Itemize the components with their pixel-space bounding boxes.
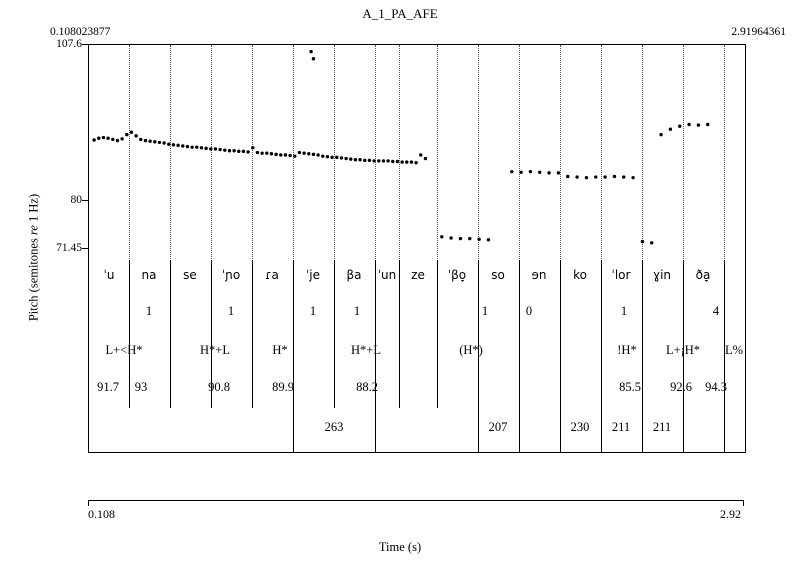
tone-cell: L% <box>724 343 744 357</box>
phone-cell: so <box>491 268 505 282</box>
tone-cell: H* <box>272 343 288 357</box>
phone-cell: ɘn <box>531 268 547 282</box>
phone-cell: ˈɲo <box>221 268 241 282</box>
tone-cell: H*+L <box>351 343 381 357</box>
y-tick-mid: 80 <box>70 194 82 206</box>
duration-cell: 211 <box>611 420 631 434</box>
x-axis-tick-right <box>743 500 744 506</box>
y-axis-label-post: 1 Hz) <box>26 193 41 226</box>
semitone-value-tier[interactable] <box>88 372 746 409</box>
break-index-cell: 1 <box>481 304 489 318</box>
tone-cell: L+¡H* <box>665 343 701 357</box>
phone-cell: ko <box>573 268 587 282</box>
semitone-value-cell: 91.7 <box>97 380 119 394</box>
tone-cell: H*+L <box>200 343 230 357</box>
phone-tier[interactable] <box>88 260 746 297</box>
x-axis-line <box>88 500 744 501</box>
phone-cell: ˈje <box>305 268 321 282</box>
break-index-cell: 1 <box>353 304 361 318</box>
semitone-value-cell: 93 <box>134 380 148 394</box>
phone-cell: ɾa <box>265 268 279 282</box>
break-index-cell: 1 <box>227 304 235 318</box>
x-axis-label: Time (s) <box>378 540 422 554</box>
page-title: A_1_PA_AFE <box>362 6 438 21</box>
break-index-cell: 0 <box>525 304 533 318</box>
pitch-contour <box>89 45 745 261</box>
break-index-cell: 1 <box>145 304 153 318</box>
pitch-plot[interactable] <box>88 44 746 262</box>
phone-cell: ˈu <box>103 268 115 282</box>
y-tick-bottom: 71.45 <box>56 242 82 254</box>
tone-cell: (H*) <box>459 343 483 357</box>
duration-tier[interactable] <box>88 408 746 453</box>
y-axis-label-em: re <box>26 225 41 236</box>
semitone-value-cell: 89.9 <box>272 380 294 394</box>
phone-cell: ˈβo̞ <box>447 268 467 282</box>
break-index-tier[interactable] <box>88 296 746 333</box>
phone-cell: βa <box>346 268 362 282</box>
phone-cell: ˈun <box>377 268 397 282</box>
x-tick-end-label: 2.92 <box>720 507 741 521</box>
phone-cell: ða̞ <box>695 268 711 282</box>
break-index-cell: 1 <box>309 304 317 318</box>
time-end-label: 2.91964361 <box>731 26 786 38</box>
tone-tier[interactable] <box>88 332 746 373</box>
phone-cell: na <box>141 268 157 282</box>
break-index-cell: 1 <box>620 304 628 318</box>
break-index-cell: 4 <box>712 304 720 318</box>
duration-cell: 230 <box>570 420 590 434</box>
semitone-value-cell: 88.2 <box>356 380 378 394</box>
time-start-label: 0.108023877 <box>50 26 111 38</box>
y-axis-label <box>27 148 42 368</box>
semitone-value-cell: 92.6 <box>670 380 692 394</box>
duration-cell: 207 <box>488 420 508 434</box>
duration-cell: 211 <box>652 420 672 434</box>
semitone-value-cell: 85.5 <box>619 380 641 394</box>
phone-cell: se <box>183 268 197 282</box>
y-axis-label-pre: Pitch (semitones <box>26 235 41 322</box>
y-tick-top: 107.6 <box>56 38 82 50</box>
tone-cell: !H* <box>617 343 637 357</box>
phone-cell: ˈlor <box>611 268 631 282</box>
x-axis-tick-left <box>88 500 89 506</box>
semitone-value-cell: 90.8 <box>208 380 230 394</box>
tone-cell: L+<H* <box>105 343 143 357</box>
phone-cell: ze <box>411 268 425 282</box>
semitone-value-cell: 94.3 <box>705 380 727 394</box>
x-tick-start-label: 0.108 <box>88 507 115 521</box>
phone-cell: ɣin <box>652 268 672 282</box>
duration-cell: 263 <box>324 420 344 434</box>
